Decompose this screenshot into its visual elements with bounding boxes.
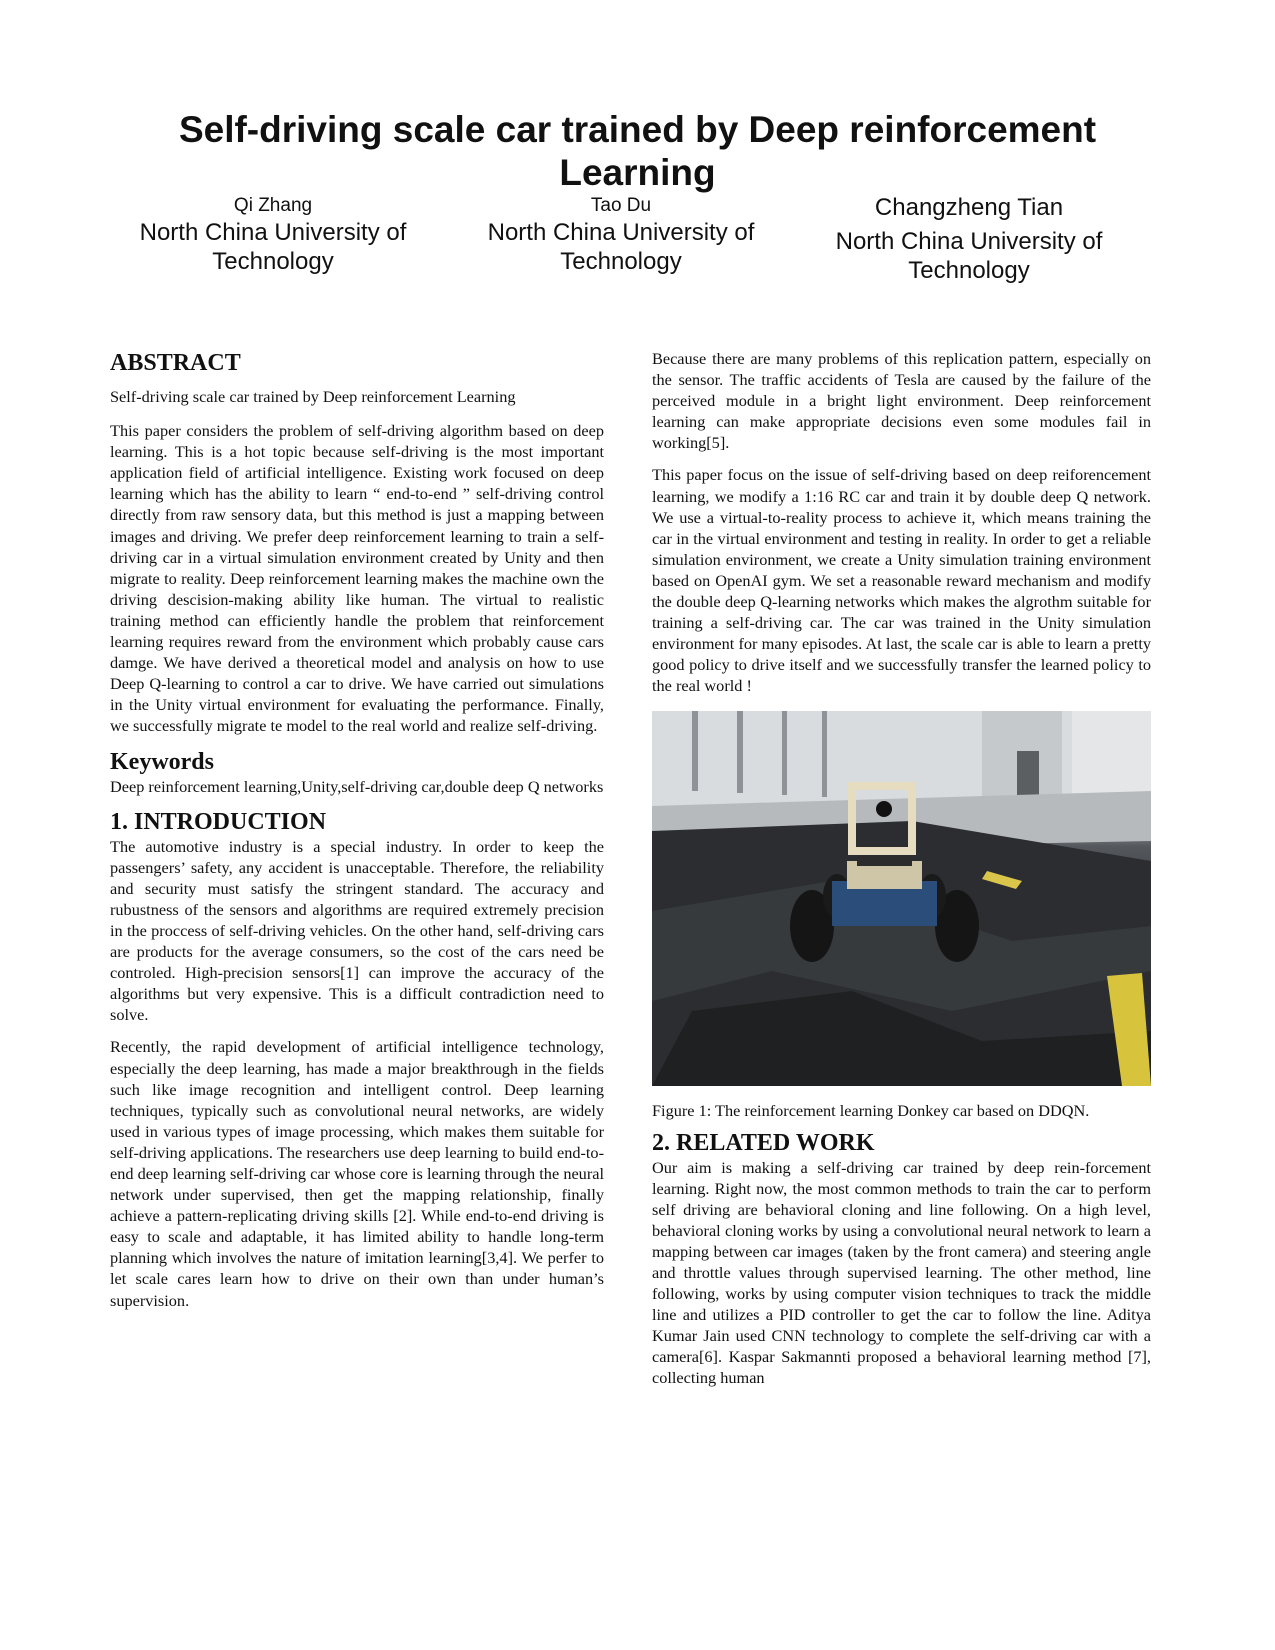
related-work-heading: 2. RELATED WORK <box>652 1129 875 1156</box>
paper-title: Self-driving scale car trained by Deep reinforcement Learning <box>178 109 1097 193</box>
related-work-paragraph: Our aim is making a self-driving car trained by deep rein-forcement learning. Right now, the most common methods to train the car to perform self driving are behavioral cloning and line following. On a high level, behavioral cloning works by using a convolutional neural network to learn a mapping between car images (taken by the front camera) and steering angle and throttle values through supervised learning. The other method, line following, works by using computer vision techniques to track the middle line and utilizes a PID controller to get the car to follow the line. Aditya Kumar Jain used CNN technology to complete the self-driving car with a camera[6]. Kaspar Sakmannti proposed a behavioral learning method [7], collecting human <box>652 1157 1151 1388</box>
keywords-text: Deep reinforcement learning,Unity,self-driving car,double deep Q networks <box>110 776 604 796</box>
figure-photo <box>652 711 1151 1086</box>
author-block <box>826 193 1112 285</box>
author-name: Changzheng Tian <box>874 194 1064 221</box>
abstract-heading: ABSTRACT <box>110 350 241 376</box>
author-affiliation: North China University of Technology <box>487 219 755 275</box>
author-name: Qi Zhang <box>233 195 313 216</box>
figure-caption: Figure 1: The reinforcement learning Donkey car based on DDQN. <box>652 1100 1090 1120</box>
author-block <box>478 194 764 276</box>
introduction-heading: 1. INTRODUCTION <box>110 808 327 835</box>
author-block <box>130 194 416 276</box>
introduction-paragraph: Recently, the rapid development of artificial intelligence technology, especially the deep learning, has made a major breakthrough in the fields such like image recognition and intelligent control. Deep learning techniques, typically such as convolutional neural networks, are widely used in various types of image processing, which makes them suitable for self-driving applications. The researchers use deep learning to build end-to-end deep learning self-driving car whose core is learning through the neural network under supervised, then get the mapping relationship, finally achieve a pattern-replicating driving skills [2]. While end-to-end driving is easy to scale and adaptable, it has limited ability to handle long-term planning which involves the nature of imitation learning[3,4]. We perfer to let scale cares learn how to drive on their own than under human’s supervision. <box>110 1037 604 1310</box>
introduction-paragraph: This paper focus on the issue of self-driving based on deep reiforencement learning, we modify a 1:16 RC car and train it by double deep Q network. We use a virtual-to-reality process to achieve it, which means training the car in the virtual environment and testing in reality. In order to get a reliable simulation environment, we create a Unity simulation training environment based on OpenAI gym. We set a reasonable reward mechanism and modify the double deep Q-learning networks which makes the algrothm suitable for training a self-driving car. The car was trained in the Unity simulation environment for many episodes. At last, the scale car is able to learn a pretty good policy to drive itself and we successfully transfer the learned policy to the real world ! <box>652 465 1151 696</box>
abstract-subtitle: Self-driving scale car trained by Deep reinforcement Learning <box>110 387 516 406</box>
abstract-body: This paper considers the problem of self-driving algorithm based on deep learning. This is a hot topic because self-driving is the most important application field of artificial intelligence. Existing work focused on deep learning which has the ability to learn “ end-to-end ” self-driving control directly from raw sensory data, but this method is just a mapping between images and driving. We prefer deep reinforcement learning to train a self-driving car in a virtual simulation environment created by Unity and then migrate to reality. Deep reinforcement learning makes the machine own the driving descision-making ability like human. The virtual to realistic training method can efficiently handle the problem that reinforcement learning requires reward from the environment which probably cause cars damge. We have derived a theoretical model and analysis on how to use Deep Q-learning to control a car to drive. We have carried out simulations in the Unity virtual environment for evaluating the performance. Finally, we successfully migrate te model to the real world and realize self-driving. <box>110 421 604 736</box>
author-affiliation: North China University of Technology <box>835 228 1103 284</box>
left-column <box>110 348 604 1322</box>
introduction-paragraph: The automotive industry is a special industry. In order to keep the passengers’ safety, any accident is unacceptable. Therefore, the reliability and security must satisfy the stringent standard. The accuracy and rubustness of the sensors and algorithms are required extremely precision in the proccess of self-driving vehicles. On the other hand, self-driving cars are products for the average consumers, so the cost of the cars need be controled. High-precision sensors[1] can improve the accuracy of the algorithms but very expensive. This is a difficult contradiction need to solve. <box>110 836 604 1025</box>
keywords-heading: Keywords <box>110 748 214 775</box>
author-affiliation: North China University of Technology <box>139 219 407 275</box>
donkey-car-photo <box>652 711 1151 1086</box>
author-name: Tao Du <box>590 195 652 216</box>
introduction-paragraph: Because there are many problems of this replication pattern, especially on the sensor. The traffic accidents of Tesla are caused by the failure of the perceived module in a bright light environment. Deep reinforcement learning can make appropriate decisions even some modules fail in working[5]. <box>652 349 1151 453</box>
right-column <box>652 348 1151 1400</box>
